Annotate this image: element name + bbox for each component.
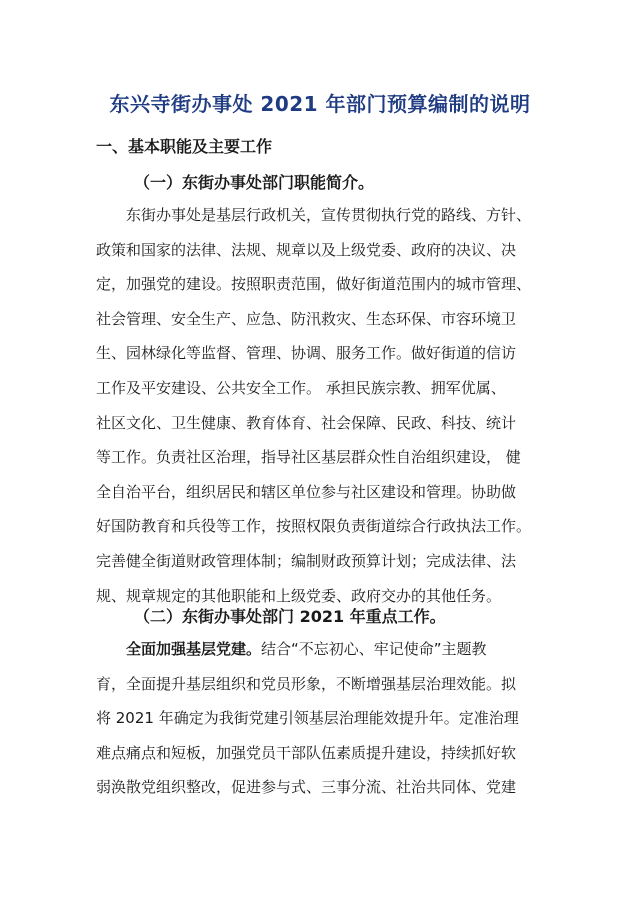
paragraph-line: 工作及平安建设、公共安全工作。 承担民族宗教、拥军优属、: [96, 378, 506, 397]
subsection-heading-key-work-2021: （二）东街办事处部门 2021 年重点工作。: [134, 607, 446, 626]
key-work-paragraph: [96, 632, 548, 805]
paragraph-line: 政策和国家的法律、法规、规章以及上级党委、政府的决议、决: [96, 240, 517, 259]
paragraph-line: 弱涣散党组织整改，促进参与式、三事分流、社治共同体、党建: [96, 778, 517, 797]
paragraph-lead-bold: 全面加强基层党建。: [126, 640, 262, 658]
paragraph-line: 全自治平台，组织居民和辖区单位参与社区建设和管理。协助做: [96, 482, 517, 501]
paragraph-line: 社区文化、卫生健康、教育体育、社会保障、民政、科技、统计: [96, 413, 517, 432]
section-heading-basic-functions: 一、基本职能及主要工作: [96, 137, 273, 156]
paragraph-line: 社会管理、安全生产、应急、防汛救灾、生态环保、市容环境卫: [96, 309, 517, 328]
paragraph-line: 生、园林绿化等监督、管理、协调、服务工作。做好街道的信访: [96, 344, 517, 363]
paragraph-line: 东街办事处是基层行政机关，宣传贯彻执行党的路线、方针、: [126, 206, 532, 224]
paragraph-lead-text: 结合“不忘初心、牢记使命”主题教: [261, 640, 487, 658]
paragraph-lead-line: [96, 632, 548, 667]
functions-intro-paragraph: [96, 198, 548, 613]
paragraph-line: 完善健全街道财政管理体制；编制财政预算计划；完成法律、法: [96, 551, 517, 570]
paragraph-line: 等工作。负责社区治理，指导社区基层群众性自治组织建设， 健: [96, 448, 521, 467]
subsection-heading-functions-intro: （一）东街办事处部门职能简介。: [134, 173, 375, 192]
document-title: 东兴寺街办事处 2021 年部门预算编制的说明: [109, 92, 531, 116]
paragraph-line: 好国防教育和兵役等工作，按照权限负责街道综合行政执法工作。: [96, 517, 532, 536]
paragraph-line: 难点痛点和短板，加强党员干部队伍素质提升建设，持续抓好软: [96, 743, 517, 762]
paragraph-line: 育，全面提升基层组织和党员形象，不断增强基层治理效能。拟: [96, 674, 517, 693]
paragraph-line: 将 2021 年确定为我街党建引领基层治理能效提升年。定准治理: [96, 709, 519, 728]
paragraph-line: 规、规章规定的其他职能和上级党委、政府交办的其他任务。: [96, 586, 502, 605]
paragraph-line: 定，加强党的建设。按照职责范围，做好街道范围内的城市管理、: [96, 275, 532, 294]
